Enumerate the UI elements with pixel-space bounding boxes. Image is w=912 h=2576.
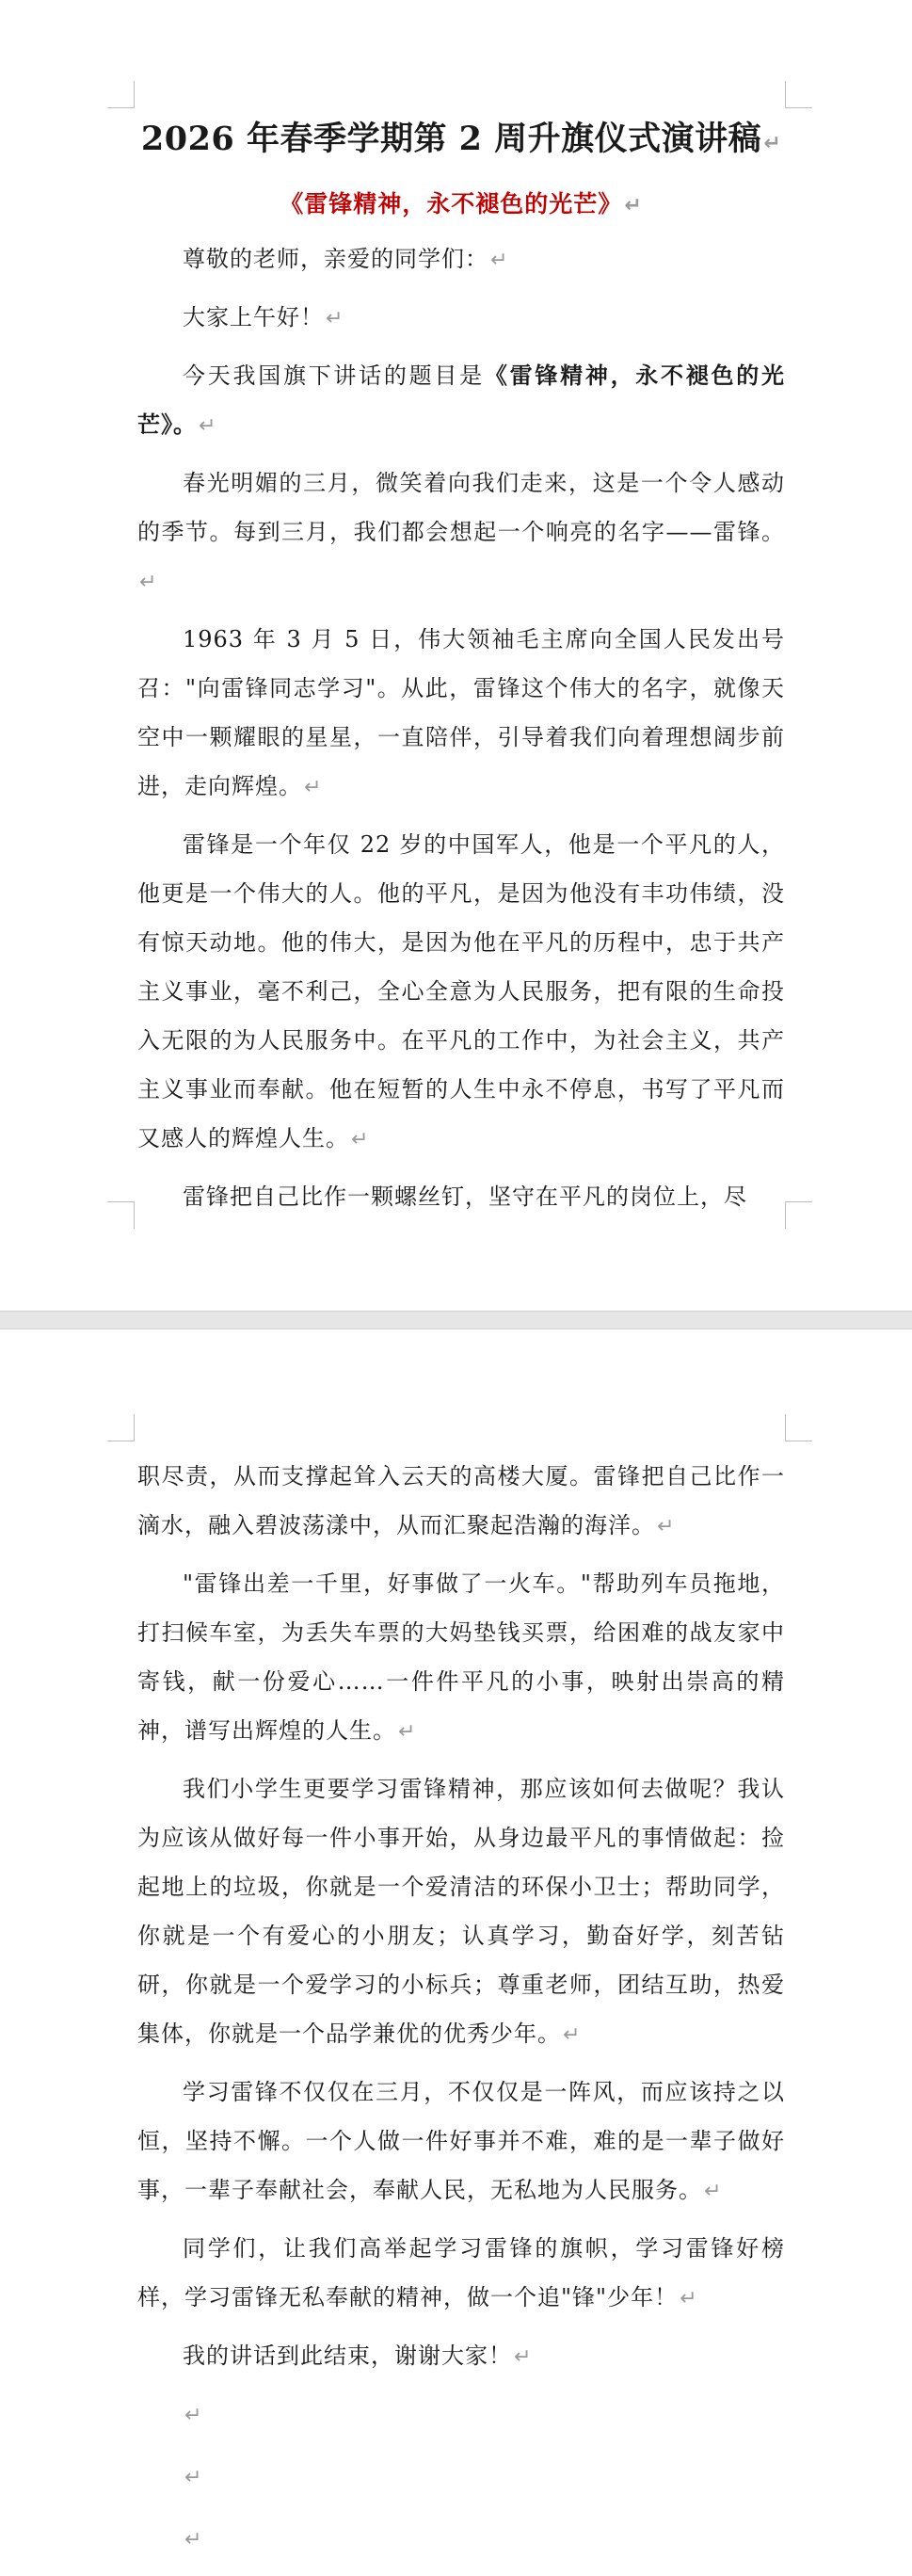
paragraph-flag[interactable] — [137, 2224, 785, 2324]
paragraph-mark-icon: ↵ — [326, 307, 344, 330]
call-text: 1963 年 3 月 5 日，伟大领袖毛主席向全国人民发出号召："向雷锋同志学习"。从此，雷锋这个伟大的名字，就像天空中一颗耀眼的星星，一直陪伴，引导着我们向着理想阔步前进，走向辉煌。 — [137, 626, 785, 799]
page-1-body[interactable] — [137, 111, 785, 1229]
screw-start-text: 雷锋把自己比作一颗螺丝钉，坚守在平凡的岗位上，尽 — [183, 1183, 747, 1210]
paragraph-soldier[interactable] — [137, 820, 785, 1165]
paragraph-mark-icon: ↵ — [490, 249, 509, 272]
paragraph-mark-icon: ↵ — [184, 2466, 202, 2489]
soldier-text: 雷锋是一个年仅 22 岁的中国军人，他是一个平凡的人，他更是一个伟大的人。他的平凡，是因为他没有丰功伟绩，没有惊天动地。他的伟大，是因为他在平凡的历程中，忠于共产主义事业，毫不利己，全心全意为人民服务，把有限的生命投入无限的为人民服务中。在平凡的工作中，为社会主义，共产主义事业而奉献。他在短暂的人生中永不停息，书写了平凡而又感人的辉煌人生。 — [137, 831, 785, 1151]
hello-text: 大家上午好！ — [183, 304, 324, 330]
crop-mark-top-right — [785, 1414, 812, 1441]
paragraph-students[interactable] — [137, 1764, 785, 2060]
page-gap — [0, 1311, 912, 1329]
paragraph-hello[interactable] — [137, 293, 785, 344]
paragraph-mark-icon: ↵ — [624, 194, 643, 217]
paragraph-mark-icon: ↵ — [680, 2287, 698, 2310]
paragraph-greeting[interactable] — [137, 234, 785, 285]
paragraph-mark-icon: ↵ — [763, 132, 782, 155]
document-page-2 — [0, 1329, 912, 2552]
paragraph-mark-icon: ↵ — [514, 2345, 533, 2369]
empty-paragraph[interactable] — [137, 2452, 785, 2503]
title-text: 2026 年春季学期第 2 周升旗仪式演讲稿 — [140, 120, 762, 158]
page-2-body[interactable] — [137, 1452, 785, 2576]
paragraph-intro[interactable] — [137, 351, 785, 451]
crop-mark-top-left — [107, 1414, 135, 1441]
paragraph-mark-icon: ↵ — [304, 776, 323, 799]
paragraph-mark-icon: ↵ — [199, 414, 217, 438]
intro-suffix-text: 。 — [173, 411, 197, 438]
paragraph-spring[interactable] — [137, 459, 785, 607]
paragraph-mark-icon: ↵ — [351, 1128, 370, 1151]
students-text: 我们小学生更要学习雷锋精神，那应该如何去做呢？我认为应该从做好每一件小事开始，从身边最平凡的事情做起：捡起地上的垃圾，你就是一个爱清洁的环保小卫士；帮助同学，你就是一个有爱心的小朋友；认真学习，勤奋好学，刻苦钻研，你就是一个爱学习的小标兵；尊重老师，团结互助，热爱集体，你就是一个品学兼优的优秀少年。 — [137, 1776, 785, 2047]
crop-mark-bottom-left — [107, 1201, 135, 1229]
paragraph-1963[interactable] — [137, 615, 785, 813]
spring-text: 春光明媚的三月，微笑着向我们走来，这是一个令人感动的季节。每到三月，我们都会想起一个响亮的名字——雷锋。 — [137, 470, 785, 545]
greeting-text: 尊敬的老师，亲爱的同学们： — [183, 246, 488, 272]
paragraph-mark-icon: ↵ — [563, 2023, 582, 2047]
subtitle-text: 《雷锋精神，永不褪色的光芒》 — [280, 190, 623, 217]
paragraph-mark-icon: ↵ — [184, 2404, 202, 2427]
crop-mark-top-right — [785, 81, 812, 108]
flag-text: 同学们，让我们高举起学习雷锋的旗帜，学习雷锋好榜样，学习雷锋无私奉献的精神，做一个追"锋"少年！ — [137, 2235, 785, 2310]
march-text: 学习雷锋不仅仅在三月，不仅仅是一阵风，而应该持之以恒，坚持不懈。一个人做一件好事并不难，难的是一辈子做好事，一辈子奉献社会，奉献人民，无私地为人民服务。 — [137, 2079, 785, 2203]
end-text: 我的讲话到此结束，谢谢大家！ — [183, 2343, 512, 2369]
document-subtitle[interactable] — [137, 184, 785, 227]
crop-mark-bottom-right — [785, 1201, 812, 1229]
screw-end-text: 职尽责，从而支撑起耸入云天的高楼大厦。雷锋把自己比作一滴水，融入碧波荡漾中，从而汇聚起浩瀚的海洋。 — [137, 1463, 785, 1538]
intro-topic-text: 《雷锋精神，永不褪色的光芒》 — [137, 362, 786, 438]
train-text: "雷锋出差一千里，好事做了一火车。"帮助列车员拖地，打扫候车室，为丢失车票的大妈垫钱买票，给困难的战友家中寄钱，献一份爱心……一件件平凡的小事，映射出崇高的精神，谱写出辉煌的人生。 — [137, 1570, 785, 1744]
paragraph-mark-icon: ↵ — [139, 571, 158, 594]
paragraph-train[interactable] — [137, 1559, 785, 1757]
crop-mark-top-left — [107, 81, 135, 108]
paragraph-mark-icon: ↵ — [704, 2180, 723, 2203]
empty-paragraph[interactable] — [137, 2514, 785, 2565]
paragraph-end[interactable] — [137, 2331, 785, 2382]
paragraph-mark-icon: ↵ — [657, 1515, 676, 1538]
empty-paragraph[interactable] — [137, 2390, 785, 2440]
paragraph-march[interactable] — [137, 2068, 785, 2216]
intro-prefix-text: 今天我国旗下讲话的题目是 — [183, 362, 485, 389]
paragraph-mark-icon: ↵ — [398, 1720, 417, 1744]
paragraph-screw-end[interactable] — [137, 1452, 785, 1552]
paragraph-screw-start[interactable] — [137, 1172, 785, 1221]
document-title[interactable] — [137, 111, 785, 172]
paragraph-mark-icon: ↵ — [184, 2528, 202, 2552]
